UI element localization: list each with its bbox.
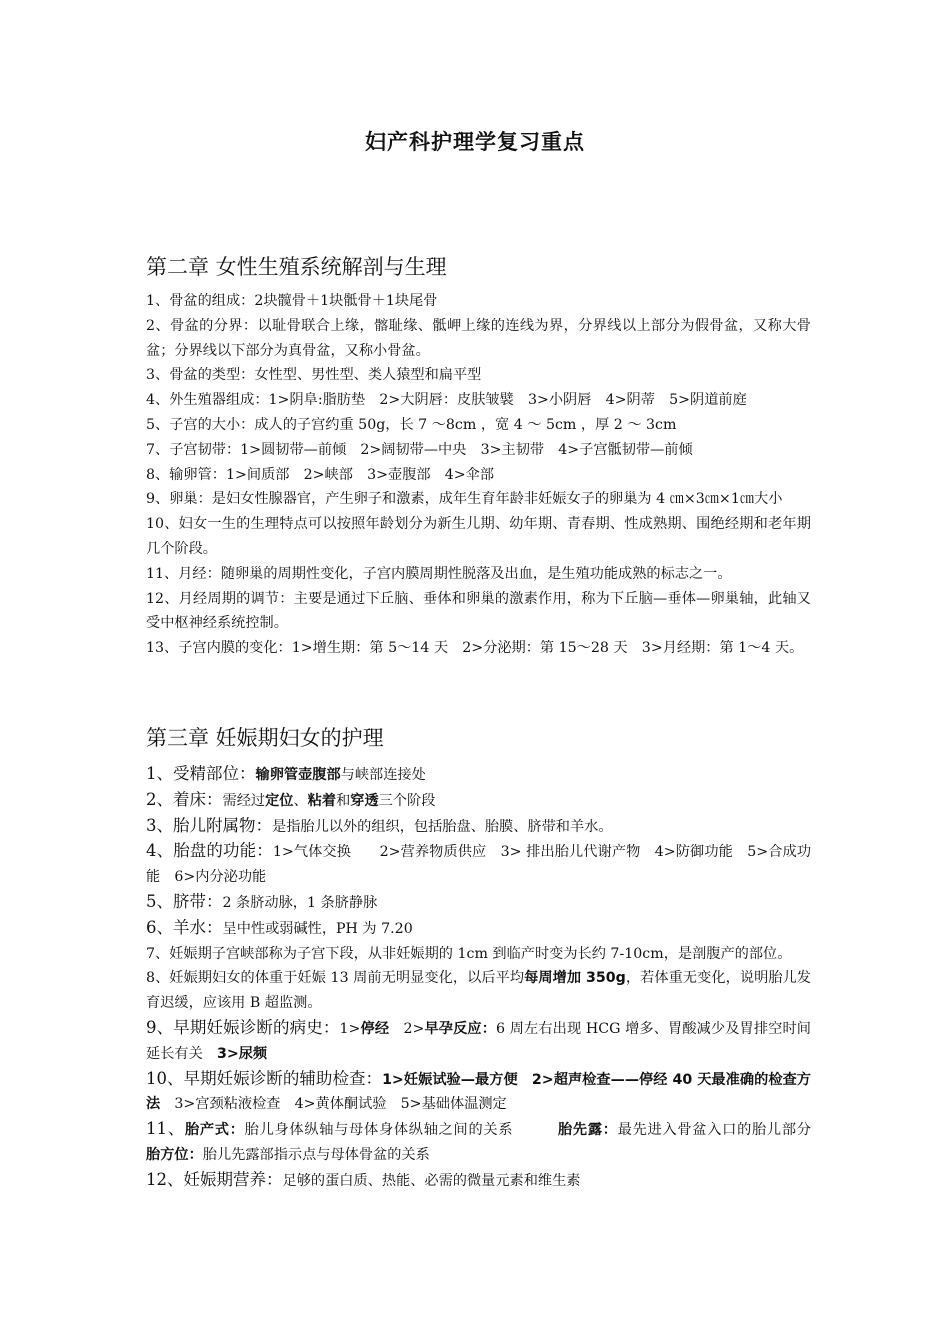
list-item: 6、羊水：呈中性或弱碱性，PH 为 7.20 (146, 917, 413, 937)
list-item: 1、骨盆的组成：2块髋骨＋1块骶骨＋1块尾骨 (146, 293, 438, 309)
list-item: 7、妊娠期子宫峡部称为子宫下段，从非妊娠期的 1cm 到临产时变为长约 7-10cm，是剖腹产的部位。 (146, 945, 792, 962)
list-item: 10、早期妊娠诊断的辅助检查：1>妊娠试验—最方便 2>超声检查——停经 40 天最准确的检查方法 3>宫颈粘液检查 4>黄体酮试验 5>基础体温测定 (146, 1068, 811, 1113)
document-title: 妇产科护理学复习重点 (365, 130, 585, 154)
list-item: 5、子宫的大小：成人的子宫约重 50g，长 7 ～8cm ，宽 4 ～ 5cm ，厚 2 ～ 3cm (146, 416, 677, 433)
list-item: 1、受精部位：输卵管壶腹部与峡部连接处 (146, 764, 426, 783)
list-item: 8、妊娠期妇女的体重于妊娠 13 周前无明显变化，以后平均每周增加 350g，若体重无变化，说明胎儿发育迟缓，应该用 B 超监测。 (146, 970, 811, 1012)
list-item: 3、胎儿附属物：是指胎儿以外的组织，包括胎盘、胎膜、脐带和羊水。 (146, 815, 613, 835)
list-item: 12、月经周期的调节：主要是通过下丘脑、垂体和卵巢的激素作用，称为下丘脑—垂体—卵巢轴，此轴又受中枢神经系统控制。 (146, 590, 811, 632)
chapter-3-body (146, 762, 840, 1194)
list-item: 11、胎产式：胎儿身体纵轴与母体身体纵轴之间的关系 胎先露：最先进入骨盆入口的胎儿部分 胎方位：胎儿先露部指示点与母体骨盆的关系 (146, 1119, 840, 1163)
list-item: 2、着床：需经过定位、粘着和穿透三个阶段 (146, 789, 436, 809)
list-item: 11、月经：随卵巢的周期性变化，子宫内膜周期性脱落及出血，是生殖功能成熟的标志之一。 (146, 565, 732, 582)
list-item: 9、卵巢：是妇女性腺器官，产生卵子和激素，成年生育年龄非妊娠女子的卵巢为 4 ㎝×3㎝×1㎝大小 (146, 491, 783, 508)
chapter-2-heading: 第二章 女性生殖系统解剖与生理 (146, 255, 447, 279)
list-item: 2、骨盆的分界：以耻骨联合上缘，髂耻缘、骶岬上缘的连线为界，分界线以上部分为假骨盆，又称大骨盆；分界线以下部分为真骨盆，又称小骨盆。 (146, 317, 811, 359)
chapter-2-body (146, 289, 811, 661)
list-item: 4、外生殖器组成：1>阴阜:脂肪垫 2>大阴唇：皮肤皱襞 3>小阴唇 4>阴蒂 5>阴道前庭 (146, 392, 747, 409)
list-item: 7、子宫韧带：1>圆韧带—前倾 2>阔韧带—中央 3>主韧带 4>子宫骶韧带—前倾 (146, 441, 693, 458)
list-item: 9、早期妊娠诊断的病史：1>停经 2>早孕反应：6 周左右出现 HCG 增多、胃酸减少及胃排空时间延长有关 3>尿频 (146, 1017, 811, 1062)
chapter-3-heading: 第三章 妊娠期妇女的护理 (146, 726, 384, 750)
list-item: 4、胎盘的功能：1>气体交换 2>营养物质供应 3> 排出胎儿代谢产物 4>防御功能 5>合成功能 6>内分泌功能 (146, 841, 812, 886)
list-item: 10、妇女一生的生理特点可以按照年龄划分为新生儿期、幼年期、青春期、性成熟期、围绝经期和老年期几个阶段。 (146, 516, 811, 557)
list-item: 3、骨盆的类型：女性型、男性型、类人猿型和扁平型 (146, 367, 482, 384)
list-item: 5、脐带：2 条脐动脉，1 条脐静脉 (146, 891, 378, 911)
list-item: 8、输卵管：1>间质部 2>峡部 3>壶腹部 4>伞部 (146, 466, 495, 483)
list-item: 13、子宫内膜的变化：1>增生期：第 5～14 天 2>分泌期：第 15～28 天 3>月经期：第 1～4 天。 (146, 640, 804, 657)
list-item: 12、妊娠期营养：足够的蛋白质、热能、必需的微量元素和维生素 (146, 1169, 581, 1189)
